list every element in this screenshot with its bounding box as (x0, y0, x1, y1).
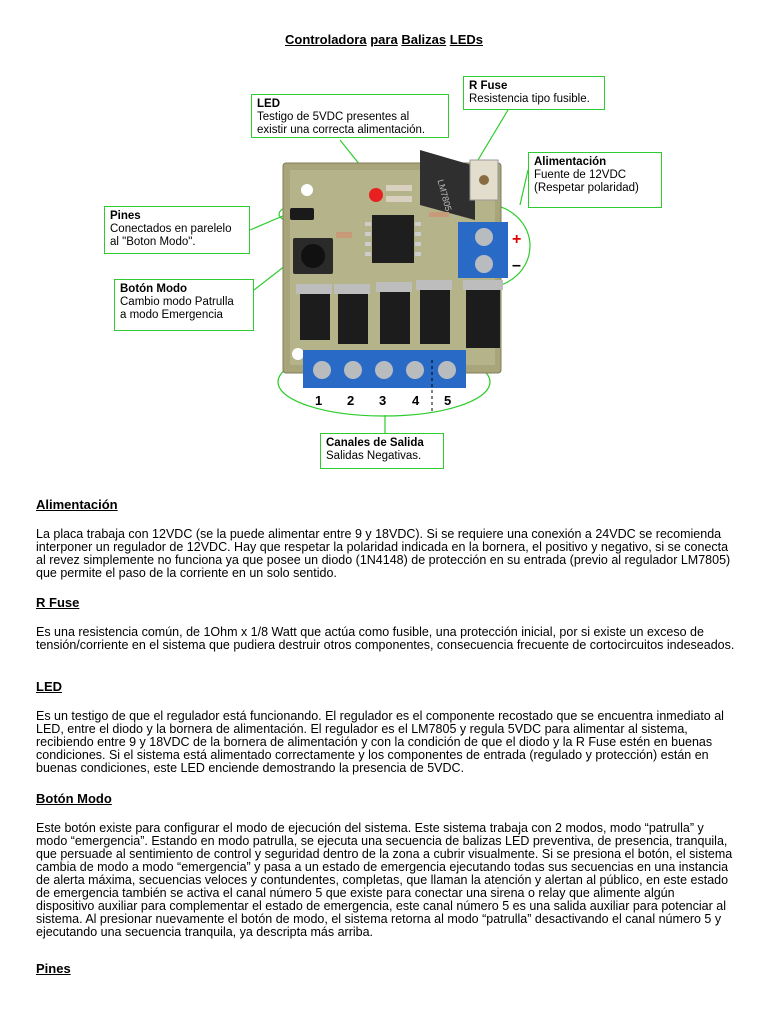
callout-led-body: Testigo de 5VDC presentes al existir una correcta alimentación. (257, 111, 426, 136)
pins-header (290, 208, 314, 220)
section-paragraph: Es un testigo de que el regulador está funcionando. El regulador es el componente recostado que se encuentra inmediato al LED, entre el diodo y la bornera de alimentación. El regulador es el LM7805 y regula 5VDC para alimentar al sistema, recibiendo entre 9 y 18VDC de la bornera de alimentación y con la condición de que el diodo y la R Fuse estén en buenas condiciones. Si el sistema está alimentado correctamente y los componentes de entrada (regulado y protección) están en buenas condiciones, este LED enciende demostrando la presencia de 5VDC. (36, 709, 724, 775)
board-figure (0, 60, 768, 480)
channel-label: 3 (379, 393, 387, 408)
callout-alimentacion-body: Fuente de 12VDC (Respetar polaridad) (534, 169, 639, 194)
callout-rfuse-title: R Fuse (469, 80, 508, 92)
plus-label: + (512, 231, 522, 248)
section-heading: Alimentación (36, 497, 118, 512)
callout-led-title: LED (257, 98, 280, 110)
callout-led (251, 94, 449, 138)
section-alimentacion (36, 498, 736, 580)
callout-alimentacion-title: Alimentación (534, 156, 607, 168)
section-led (36, 680, 736, 775)
section-boton-modo (36, 792, 736, 939)
document-title (0, 32, 768, 47)
title-word: Balizas (401, 32, 447, 47)
callout-boton-title: Botón Modo (120, 283, 188, 295)
section-paragraph: Este botón existe para configurar el modo de ejecución del sistema. Este sistema trabaja con 2 modos, modo “patrulla” y modo “emergencia”. Estando en modo patrulla, se ejecuta una secuencia de balizas LED preventiva, de presencia, tranquila, que persuade al sentimiento de control y seguridad dentro de la zona a cubrir visualmente. Si se presiona el botón, el sistema cambia de modo a modo “emergencia” y pasa a un estado de emergencia ejecutando todas sus secuencias en una instancia de alerta máxima, secuencias veloces y contundentes, completas, que llaman la atención y alertan al público, en este estado de emergencia también se activa el canal número 5 que existe para conectar una sirena o relay que alimente algún dispositivo auxiliar para complementar el estado de emergencia, este canal número 5 es una salida auxiliar para potenciar al sistema. Al presionar nuevamente el botón de modo, el sistema retorna al modo “patrulla” desactivando el canal número 5 y ejecutando una secuencia tranquila, ya descripta más arriba. (36, 821, 733, 939)
callout-pines-body: Conectados en parelelo al "Boton Modo". (110, 223, 232, 248)
section-heading: Pines (36, 961, 71, 976)
callout-rfuse (463, 76, 605, 110)
channel-label: 5 (444, 393, 452, 408)
regulator-label: LM7805 (435, 178, 454, 213)
section-paragraph: Es una resistencia común, de 1Ohm x 1/8 Watt que actúa como fusible, una protección inicial, por si existe un exceso de tensión/corriente en el sistema que pudiera destruir otros componentes, consecuencia frecuente de cortocircuitos indeseados. (36, 625, 735, 652)
channel-label: 1 (315, 393, 323, 408)
section-heading: Botón Modo (36, 791, 112, 806)
minus-label: – (512, 257, 521, 274)
callout-alimentacion (528, 152, 662, 208)
callout-boton (114, 279, 254, 331)
title-word: para (370, 32, 398, 47)
title-word: LEDs (449, 32, 483, 47)
callout-pines-title: Pines (110, 210, 141, 222)
section-heading: R Fuse (36, 595, 80, 610)
section-paragraph: La placa trabaja con 12VDC (se la puede alimentar entre 9 y 18VDC). Si se requiere una conexión a 24VDC se recomienda interponer un regulador de 12VDC. Hay que respetar la polaridad indicada en la bornera, el positivo y negativo, si se conecta al revez simplemente no funciona ya que posee un diodo (1N4148) de protección en su entrada (previo al regulador LM7805) que permite el paso de la corriente en un solo sentido. (36, 527, 731, 580)
callout-pines (104, 206, 250, 254)
title-word: Controladora (284, 32, 367, 47)
callout-rfuse-body: Resistencia tipo fusible. (469, 93, 590, 105)
section-heading: LED (36, 679, 62, 694)
channel-label: 4 (412, 393, 420, 408)
section-rfuse (36, 596, 736, 652)
callout-canales-body: Salidas Negativas. (326, 450, 422, 462)
channel-label: 2 (347, 393, 355, 408)
callout-canales (320, 433, 444, 469)
section-pines (36, 962, 736, 975)
callout-canales-title: Canales de Salida (326, 437, 424, 449)
led-icon (369, 188, 383, 202)
callout-boton-body: Cambio modo Patrulla a modo Emergencia (120, 296, 234, 321)
